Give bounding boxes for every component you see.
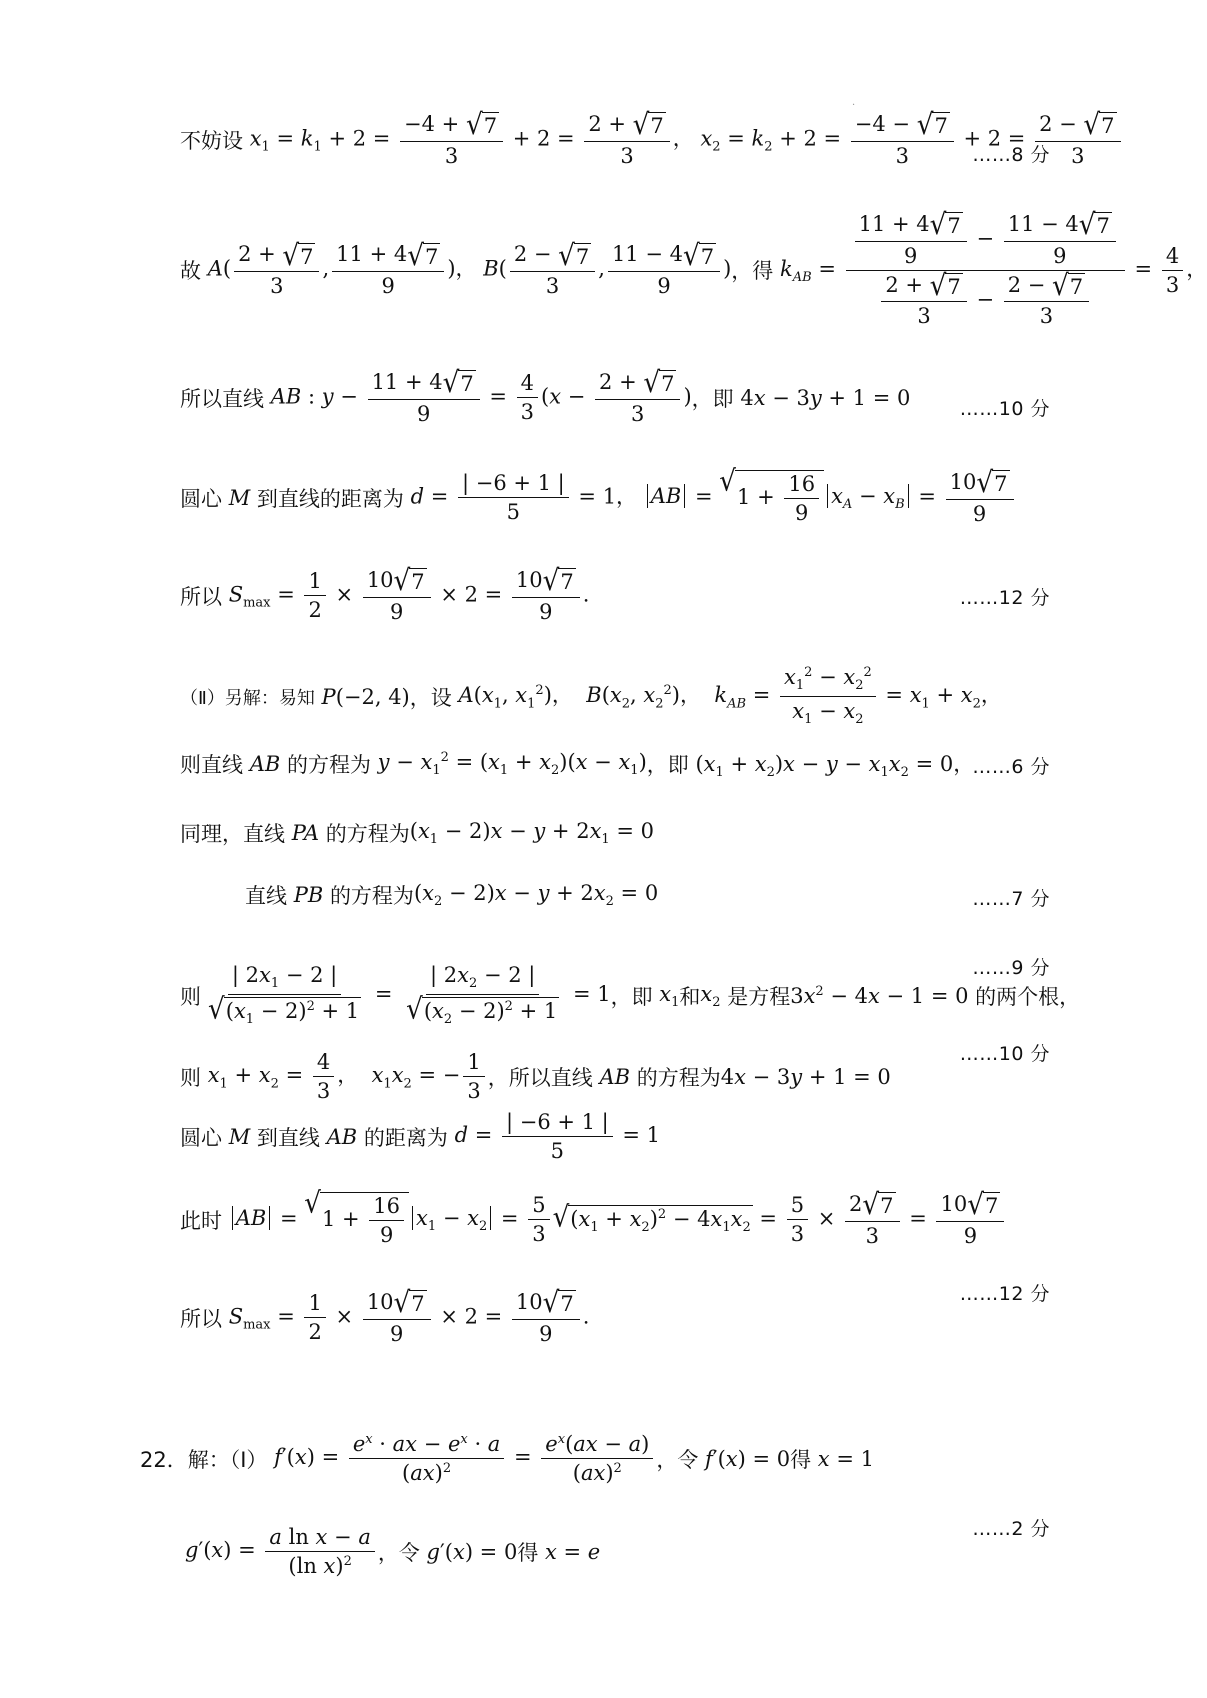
text: 得 (517, 1540, 539, 1565)
formula: d = $\frac{| -6 + 1 |}{5}$ = 1， AB = √ 1 + $\frac{16}{9}$ $x_A - x_B$ = 10 √ 7 9 (404, 470, 1017, 526)
text: ，即 (610, 984, 653, 1009)
formula: $A(x_1$, $x_1^2$)， $B(x_2$, $x_2^2$)， $k_{AB}$ = $\frac{x_1^2 - x_2^2}{x_1 - x_2}$ = $x_1 + x_2$， (458, 665, 1002, 728)
text: 则 (180, 1065, 201, 1090)
formula: P(−2, 4) (321, 684, 410, 709)
formula: f′(x) = 0 (705, 1446, 791, 1471)
text: 的距离为 (363, 1125, 448, 1150)
formula: A( 2 + √ 7 3 , 11 + 4 √ 7 9 )， B( 2 − √ 7 3 , 11 − 4 √ 7 9 ) (207, 239, 732, 298)
formula: x = e (545, 1539, 601, 1564)
score-label: ……10 分 (959, 398, 1050, 420)
text: 的方程为 (325, 822, 410, 846)
formula: $x_2$ (700, 981, 721, 1010)
formula: 4x − 3y + 1 = 0 (733, 385, 911, 410)
formula: g′(x) = 0 (426, 1539, 518, 1564)
formula: $y - x_1^2 = (x_1 + x_2)(x - x_1)$ (377, 750, 647, 779)
formula: AB (249, 752, 281, 777)
formula: | $2x_1 - 2$ | √ $(x_1 - 2)^2 + 1$ = | $2x_2 - 2$ | √ $(x_2 - 2)^2 + 1$ = 1 (208, 963, 611, 1028)
line-12 (180, 1110, 1200, 1163)
formula: $S_{max}$ = $\frac{1}{2}$ × 10 √ 7 9 × 2 = 10 √ 7 9 . (228, 564, 590, 624)
text: 则直线 (180, 753, 243, 778)
score-label: ……12 分 (959, 1283, 1050, 1305)
text: 到直线的距离为 (256, 486, 404, 511)
formula: AB : y − 11 + 4 √ 7 9 = $\frac{4}{3}$ (x − 2 + √ 7 3 ) (270, 366, 692, 426)
formula: PB (293, 883, 324, 907)
text: 的方程为 (329, 884, 414, 908)
text: 直线 (245, 884, 287, 908)
formula: $(x_1 - 2)x - y + 2x_1 = 0$ (409, 818, 654, 848)
formula: d = $\frac{| -6 + 1 |}{5}$ = 1 (454, 1110, 661, 1164)
formula: $x_1 + x_2$ = $\frac{4}{3}$ ， $x_1x_2$ = − $\frac{1}{3}$ (201, 1050, 488, 1103)
formula: AB (326, 1124, 358, 1149)
line-15 (140, 1432, 1200, 1485)
text: 圆心 (180, 486, 222, 511)
formula: x = 1 (817, 1446, 874, 1471)
text: 是方程 (727, 984, 791, 1009)
score-label: ……12 分 (959, 587, 1050, 609)
line-4 (180, 465, 1200, 526)
score-label: ……6 分 (972, 756, 1050, 778)
formula: $k_{AB}$ = 11 + 4 √ 7 9 − 11 − 4 √ 7 9 2 + √ 7 3 − 2 − √ 7 3 = $\frac{4}{3}$ ， (779, 208, 1207, 329)
line-9 (245, 880, 1200, 910)
formula: M (228, 1124, 251, 1149)
formula: $3x^2 - 4x - 1 = 0$ (790, 983, 976, 1008)
text: ，所以直线 (487, 1065, 593, 1090)
score-label: ……9 分 (972, 957, 1050, 979)
text: 22．解：（Ⅰ） (140, 1447, 268, 1472)
text: 所以直线 (180, 386, 264, 411)
text: 到直线 (256, 1125, 320, 1150)
line-2 (180, 208, 1207, 331)
text: ，即 (691, 386, 734, 411)
formula: M (228, 485, 251, 510)
line-13 (180, 1187, 1200, 1248)
text: 不妨设 (180, 128, 243, 153)
text: 的方程为 (286, 753, 371, 778)
text: 此时 (180, 1208, 222, 1233)
formula: $S_{max}$ = $\frac{1}{2}$ × 10 √ 7 9 × 2 = 10 √ 7 9 . (228, 1286, 590, 1346)
formula: $(x_2 - 2)x - y + 2x_2 = 0$ (413, 880, 659, 910)
text: 则 (180, 984, 201, 1009)
stray-mark: · (852, 100, 856, 111)
text: 所以 (180, 584, 222, 609)
score-label: ……10 分 (959, 1043, 1050, 1065)
text: 的方程为 (636, 1065, 721, 1090)
formula: 4x − 3y + 1 = 0 (720, 1064, 891, 1089)
text: 所以 (180, 1306, 222, 1331)
text: 圆心 (180, 1125, 222, 1150)
text: 故 (180, 259, 201, 284)
formula: PA (291, 821, 320, 845)
score-label: ……2 分 (972, 1518, 1050, 1540)
formula: g′(x) = $\frac{\text{a ln x − a}}{(\ln x)^2}$ (185, 1525, 378, 1578)
score-label: ……8 分 (972, 144, 1050, 166)
text: 的两个根， (975, 984, 1081, 1009)
formula: $x_1 = k_1 + 2$ = −4 + √ 7 3 + 2 = 2 + √ 7 3 ， $x_2 = k_2 + 2$ = −4 − √ 7 3 + 2 = 2 − √ 7 3 (243, 112, 1124, 168)
line-8 (180, 818, 1200, 848)
text: （Ⅱ）另解：易知 (180, 687, 315, 709)
score-label: ……7 分 (972, 888, 1050, 910)
formula: $x_1$ (659, 981, 680, 1010)
text: ，得 (731, 259, 774, 284)
line-6 (180, 665, 1200, 728)
formula: f′(x) = $\frac{e^x \cdot ax - e^x \cdot a}{(ax)^2}$ = $\frac{e^x(ax - a)}{(ax)^2}$ (267, 1432, 656, 1485)
text: ，令 (656, 1447, 699, 1472)
text: ，即 (646, 753, 689, 778)
text: ，令 (377, 1540, 420, 1565)
formula: AB (599, 1064, 631, 1089)
text: 和 (679, 984, 701, 1009)
text: 同理，直线 (180, 822, 285, 846)
formula: AB = √ 1 + $\frac{16}{9}$ $x_1 - x_2$ = $\frac{5}{3}$ √ $(x_1 + x_2)^2 - 4x_1x_2$ = $\frac{5}{3}$ × 2 √ 7 3 = 10 √ 7 9 (222, 1192, 1007, 1248)
formula: $(x_1 + x_2)x - y - x_1x_2 = 0$， (688, 752, 975, 781)
text: ，设 (409, 685, 452, 710)
text: 得 (790, 1447, 812, 1472)
